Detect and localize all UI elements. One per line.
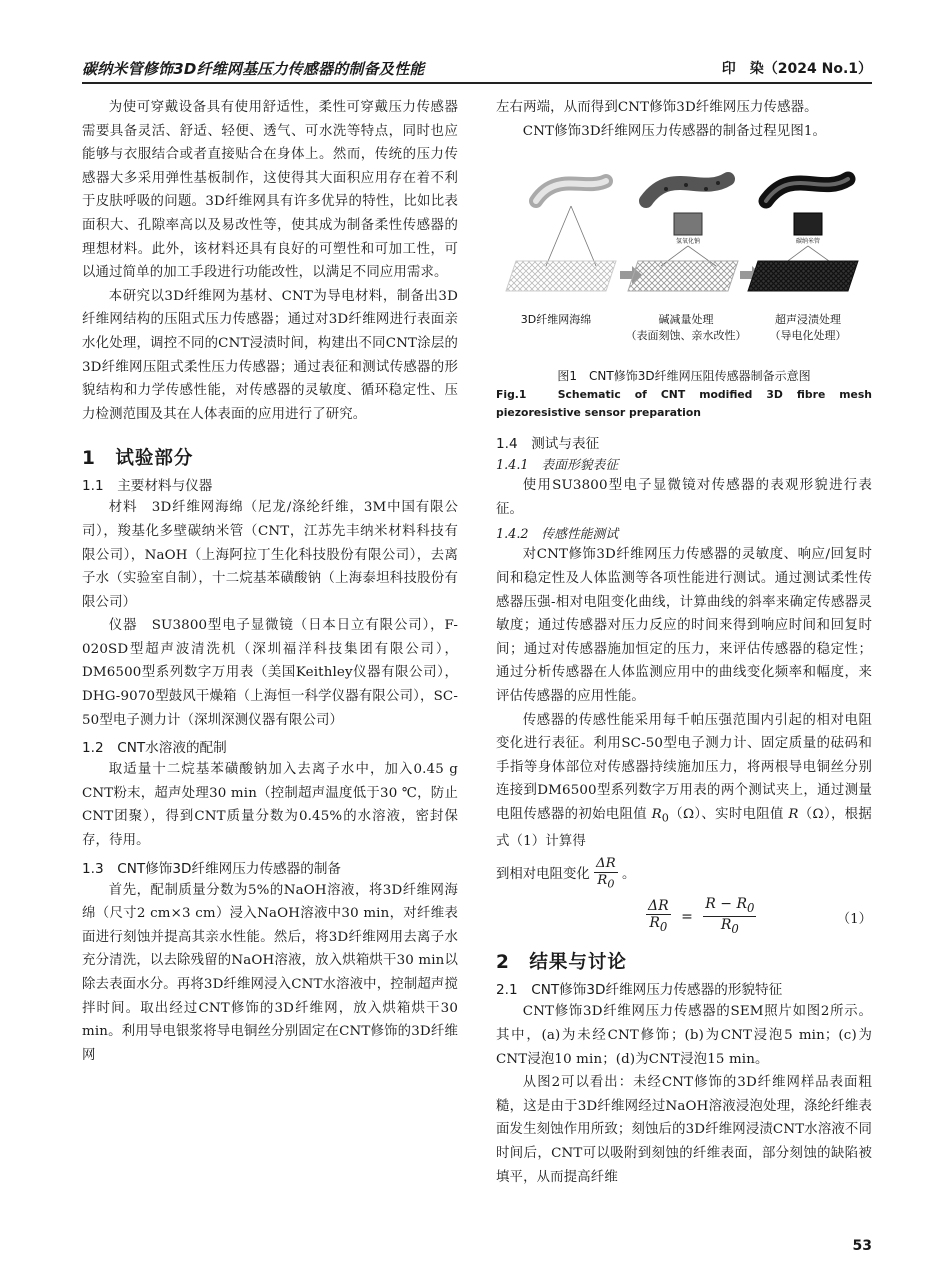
fraction-denominator [594,873,618,893]
fraction-inline [594,856,618,893]
step-1-label: 3D纤维网海绵 [520,313,592,327]
step-3-sublabel: （导电化处理） [769,329,847,343]
subsection-heading: 2.1 CNT修饰3D纤维网压力传感器的形貌特征 [496,982,783,999]
stage-1-group [506,181,616,291]
section-heading: 2 结果与讨论 [496,952,627,974]
subsection-heading: 1.1 主要材料与仪器 [82,478,213,495]
equation-rhs [703,896,756,937]
paragraph: 取适量十二烷基苯磺酸钠加入去离子水中，加入0.45 g CNT粉末，超声处理30 min（控制超声温度低于30 ℃，防止CNT团聚），得到CNT质量分数为0.45%的水溶液，密封保存，待用。 [82,762,458,849]
paragraph-text: 传感器的传感性能采用每千帕压强范围内引起的相对电阻变化进行表征。利用SC-50型电子测力计、固定质量的砝码和手指等身体部位对传感器持续施加压力，将两根导电铜丝分别连接到DM6500型系列数字万用表的两个测试夹上，通过测量电阻传感器的初始电阻值 [496,712,872,822]
paragraph: CNT修饰3D纤维网压力传感器的SEM照片如图2所示。其中，(a)为未经CNT修饰；(b)为CNT浸泡5 min；(c)为CNT浸泡10 min；(d)为CNT浸泡15 min。 [496,1004,872,1067]
paragraph-instruments: 仪器 SU3800型电子显微镜（日本日立有限公司），F-020SD型超声波清洗机（深圳福洋科技集团有限公司），DM6500型系列数字万用表（美国Keithley仪器有限公司），DHG-9070型鼓风干燥箱（上海恒一科学仪器有限公司），SC-50型电子测力计（深圳深测仪器有限公司） [82,618,458,728]
step-3-label: 超声浸渍处理 [775,313,841,327]
step-2-label: 碱减量处理 [658,313,714,327]
paragraph: 使用SU3800型电子显微镜对传感器的表观形貌进行表征。 [496,478,872,517]
section-heading: 1 试验部分 [82,448,194,470]
inset-image [674,213,702,235]
paragraph: 首先，配制质量分数为5%的NaOH溶液，将3D纤维网海绵（尺寸2 cm×3 cm）浸入NaOH溶液中30 min，对纤维表面进行刻蚀并提高其亲水性能。然后，将3D纤维网用去离子水充分清洗，以去除残留的NaOH溶液，放入烘箱烘干30 min以除去表面水分。再将3D纤维网浸入CNT水溶液中，控制超声搅拌时间。取出经过CNT修饰的3D纤维网，放入烘箱烘干30 min。利用导电银浆将导电铜丝分别固定在CNT修饰的3D纤维网 [82,882,458,1063]
figure-1 [496,151,872,361]
paragraph: 本研究以3D纤维网为基材、CNT为导电材料，制备出3D纤维网结构的压阻式压力传感器；通过对3D纤维网进行表面亲水化处理，调控不同的CNT浸渍时间，构建出不同CNT涂层的3D纤维网压阻式柔性压力传感器；通过表征和测试传感器的形貌结构和力学传感性能，对传感器的灵敏度、循环稳定性、压力检测范围及其在人体表面的应用进行了研究。 [82,288,458,422]
paragraph: 从图2可以看出：未经CNT修饰的3D纤维网样品表面粗糙，这是由于3D纤维网经过NaOH溶液浸泡处理，涤纶纤维表面发生刻蚀作用所致；刻蚀后的3D纤维网浸渍CNT水溶液不同时间后，CNT可以吸附到刻蚀的纤维表面，部分刻蚀的缺陷被填平，从而提高纤维 [496,1075,872,1185]
equation-lhs [646,898,671,935]
equation-body [646,896,756,937]
paragraph-text: 到相对电阻变化 [496,866,590,882]
subscript-0: 0 [607,877,615,891]
subsubsection-heading: 1.4.1 表面形貌表征 [496,458,619,474]
rhs-numerator [703,896,756,917]
inset-label: 碳纳米管 [795,238,821,246]
paragraph-text: （Ω），根据式（1）计算得 [496,806,872,850]
lhs-numerator: ΔR [648,898,669,915]
equation-1 [496,896,872,940]
fiber-icon [646,179,728,201]
figure-caption-en: Fig.1 Schematic of CNT modified 3D fibre mesh piezoresistive sensor preparation [496,388,872,420]
paragraph: CNT修饰3D纤维网压力传感器的制备过程见图1。 [522,123,827,139]
subscript-0: 0 [659,920,668,935]
formula-intro-line [496,856,872,893]
subscript-0: 0 [661,811,670,825]
stage-3-group [748,179,858,291]
equation-number: （1） [836,912,872,928]
left-column [82,96,458,1067]
fraction-numerator: ΔR [596,855,616,871]
page-number: 53 [852,1238,872,1254]
subsection-heading: 1.4 测试与表征 [496,436,600,453]
figure-1-diagram [496,151,872,361]
step-2-sublabel: （表面刻蚀、亲水改性） [625,329,747,343]
journal-issue: 印 染（2024 No.1） [721,61,872,77]
paragraph-materials: 材料 3D纤维网海绵（尼龙/涤纶纤维，3M中国有限公司），羧基化多壁碳纳米管（CNT，江苏先丰纳米材料科技有限公司），NaOH（上海阿拉丁生化科技股份有限公司），去离子水（实验室自制），十二烷基苯磺酸钠（上海泰坦科技股份有限公司） [82,500,458,610]
equals-sign: = [681,908,693,925]
rhs-denominator-symbol: R [720,917,732,934]
lhs-denominator [646,915,671,935]
subscript-0: 0 [747,901,755,916]
symbol-r: R [788,806,799,822]
stage-2-group [628,179,738,291]
figure-caption-cn: 图1 CNT修饰3D纤维网压阻传感器制备示意图 [557,369,811,384]
period: 。 [622,866,636,882]
paragraph: 左右两端，从而得到CNT修饰3D纤维网压力传感器。 [496,100,818,115]
mesh-sponge-icon [748,261,858,291]
subsection-heading: 1.3 CNT修饰3D纤维网压力传感器的制备 [82,860,342,877]
subscript-0: 0 [731,922,739,937]
paragraph: 对CNT修饰3D纤维网压力传感器的灵敏度、响应/回复时间和稳定性及人体监测等各项性能进行测试。通过测试柔性传感器压强-相对电阻变化曲线，计算曲线的斜率来确定传感器灵敏度；通过传感器对压力反应的时间来得到响应时间和回复时间；通过对传感器施加恒定的压力，来评估传感器的稳定性；通过分析传感器在人体监测应用中的曲线变化频率和幅度，来评估传感器的应用性能。 [496,547,872,704]
article-title: 碳纳米管修饰3D纤维网基压力传感器的制备及性能 [82,60,425,78]
rhs-denominator [703,917,756,937]
right-column [496,96,872,1189]
subsection-heading: 1.2 CNT水溶液的配制 [82,740,227,757]
running-header [82,52,872,84]
mesh-sponge-icon [628,261,738,291]
paragraph: 为使可穿戴设备具有使用舒适性，柔性可穿戴压力传感器需要具备灵活、舒适、轻便、透气、可水洗等特点，同时也应能够与衣服结合或者直接贴合在身体上。然而，传统的压力传感器大多采用弹性基板制作，这使得其大面积应用存在着不利于皮肤呼吸的问题。3D纤维网具有许多优异的特性，比如比表面积大、孔隙率高以及易改性等，使其成为制备柔性传感器的理想材料。此外，该材料还具有良好的可塑性和可加工性，可以通过简单的加工手段进行功能改性，以满足不同应用需求。 [82,100,458,281]
lhs-denominator-symbol: R [649,915,660,932]
symbol-r0: R [651,806,662,822]
inset-image [794,213,822,235]
mesh-sponge-icon [506,261,616,291]
paragraph [496,709,872,854]
inset-label: 氢氧化钠 [675,238,701,246]
paragraph-text: （Ω）、实时电阻值 [669,806,784,822]
rhs-numerator-text: R − R [705,896,748,913]
subsubsection-heading: 1.4.2 传感性能测试 [496,527,619,543]
denominator-symbol: R [597,872,608,888]
